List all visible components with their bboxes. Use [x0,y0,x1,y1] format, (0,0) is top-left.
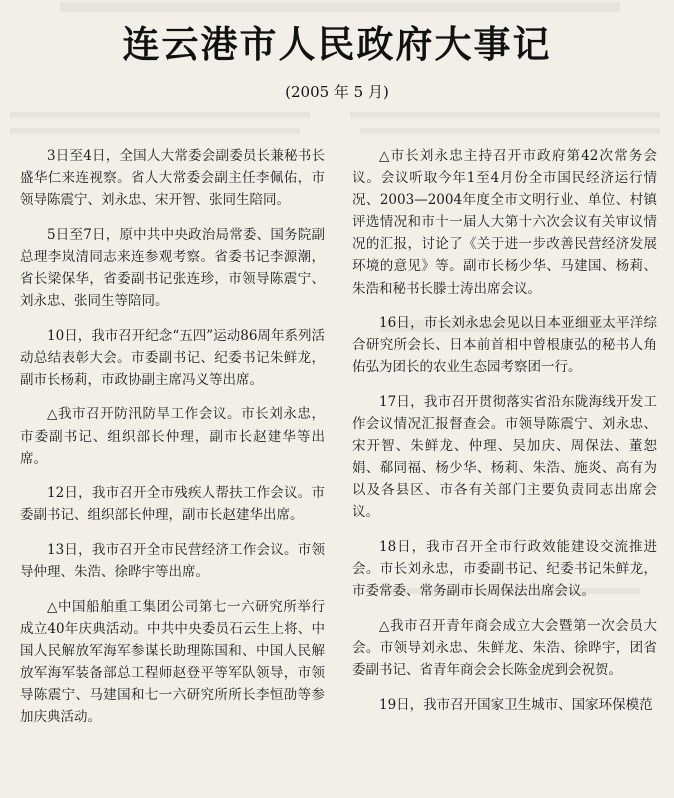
page-title: 连云港市人民政府大事记 [122,23,552,66]
entry-paragraph: 17日，我市召开贯彻落实省沿东陇海线开发工作会议情况汇报督查会。市领导陈震宁、刘永忠、宋开智、朱鲜龙、仲理、吴加庆、周保法、董恕娟、郗同福、杨少华、杨莉、朱浩、施炎、高有为以及各县区、市各有关部门主要负责同志出席会议。 [352,393,657,521]
date-line: (2005 年 5 月) [285,83,389,101]
entry-paragraph: 13日，我市召开全市民营经济工作会议。市领导仲理、朱浩、徐晔宇等出席。 [20,541,325,580]
entry-paragraph: 5日至7日，原中共中央政治局常委、国务院副总理李岚清同志来连参观考察。省委书记李源潮，省长梁保华，省委副书记张连珍，市领导陈震宁、刘永忠、张同生等陪同。 [20,226,325,310]
entry-paragraph: 19日，我市召开国家卫生城市、国家环保模范 [379,696,653,713]
entry-paragraph: 12日，我市召开全市残疾人帮扶工作会议。市委副书记、组织部长仲理，副市长赵建华出席。 [20,485,325,524]
entry-paragraph: 16日，市长刘永忠会见以日本亚细亚太平洋综合研究所会长、日本前首相中曾根康弘的秘书人角佑弘为团长的农业生态园考察团一行。 [352,315,657,376]
entry-paragraph: 3日至4日，全国人大常委会副委员长兼秘书长盛华仁来连视察。省人大常委会副主任李佩佑，市领导陈震宁、刘永忠、宋开智、张同生陪同。 [20,148,325,209]
entry-paragraph: △中国船舶重工集团公司第七一六研究所举行成立40年庆典活动。中共中央委员石云生上将、中国人民解放军海军参谋长助理陈国和、中国人民解放军海军装备部总工程师赵登平等军队领导，市领导陈震宁、马建国和七一六研究所所长李恒劭等参加庆典活动。 [20,598,325,726]
entry-paragraph: 18日，我市召开全市行政效能建设交流推进会。市长刘永忠，市委副书记、纪委书记朱鲜龙，市委常委、常务副市长周保法出席会议。 [352,539,657,600]
entry-paragraph: 10日，我市召开纪念“五四”运动86周年系列活动总结表彰大会。市委副书记、纪委书记朱鲜龙，副市长杨莉，市政协副主席冯义等出席。 [20,327,325,388]
entry-paragraph: △我市召开防汛防旱工作会议。市长刘永忠，市委副书记、组织部长仲理，副市长赵建华等出席。 [20,406,325,467]
right-column [352,145,657,728]
entry-paragraph: △市长刘永忠主持召开市政府第42次常务会议。会议听取今年1至4月份全市国民经济运行情况、2003—2004年度全市文明行业、单位、村镇评选情况和市十一届人大第十六次会议有关审议情况的汇报，讨论了《关于进一步改善民营经济发展环境的意见》等。副市长杨少华、马建国、杨莉、朱浩和秘书长滕士涛出席会议。 [352,148,657,297]
left-column [20,145,325,741]
entry-paragraph: △我市召开青年商会成立大会暨第一次会员大会。市领导刘永忠、朱鲜龙、朱浩、徐晔宇，团省委副书记、省青年商会会长陈金虎到会祝贺。 [352,617,657,678]
